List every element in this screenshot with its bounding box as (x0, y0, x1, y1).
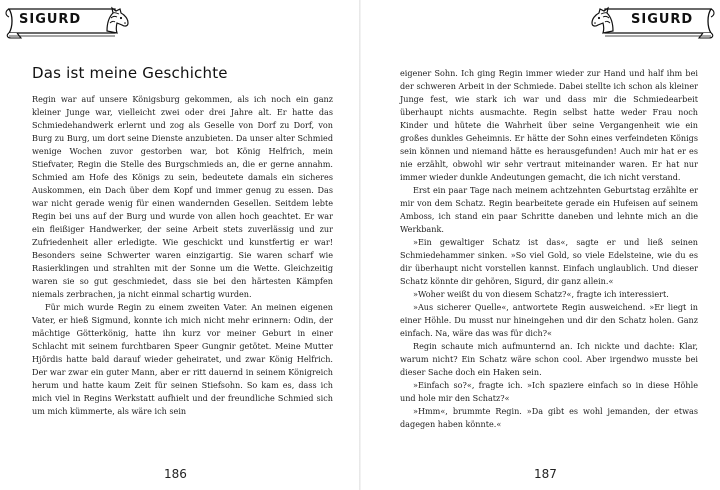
header-banner-left (3, 3, 135, 41)
paragraph: »Aus sicherer Quelle«, antwortete Regin ausweichend. »Er liegt in einer Höhle. Du musst nur hineingehen und dir den Schatz holen. Ganz einfach. Na, wäre das was für dich?« (400, 302, 698, 338)
paragraph: »Einfach so?«, fragte ich. »Ich spaziere einfach so in diese Höhle und hole mir den Schatz?« (400, 380, 698, 403)
paragraph: »Woher weißt du von diesem Schatz?«, fragte ich interessiert. (413, 289, 669, 299)
paragraph: Regin schaute mich aufmunternd an. Ich nickte und dachte: Klar, warum nicht? Ein Schatz wäre schon cool. Aber irgendwo musste bei dieser Sache doch ein Haken sein. (400, 341, 698, 377)
page-number-left: 186 (164, 467, 187, 481)
paragraph: eigener Sohn. Ich ging Regin immer wieder zur Hand und half ihm bei der schweren Arbeit in der Schmiede. Dabei stellte ich schon als kleiner Junge fest, wie stark ich war und dass mir die Schmiedearbeit überhaupt nichts ausmachte. Regin selbst hatte weder Frau noch Kinder und hütete die Wahrheit über seine Vergangenheit wie ein großes dunkles Geheimnis. Er hätte der Sohn eines verfeindeten Königs sein können und niemand hätte es herausgefunden! Auch mir hat er es nie erzählt, obwohl wir sehr vertraut miteinander waren. Er hat nur immer wieder dunkle Andeutungen gemacht, die ich nicht verstand. (400, 68, 698, 182)
left-body-text (32, 93, 333, 418)
paragraph: »Ein gewaltiger Schatz ist das«, sagte er und ließ seinen Schmiedehammer sinken. »So viel Gold, so viele Edelsteine, wie du es dir überhaupt nicht vorstellen kannst. Einfach unglaublich. Und dieser Schatz könnte dir gehören, Sigurd, dir ganz allein.« (400, 237, 698, 286)
running-header: SIGURD (19, 12, 82, 27)
header-banner-right (585, 3, 717, 41)
chapter-title: Das ist meine Geschichte (32, 64, 228, 82)
paragraph: Regin war auf unsere Königsburg gekommen, als ich noch ein ganz kleiner Junge war, vielleicht zwei oder drei Jahre alt. Er hatte das Schmiedehandwerk erlernt und zog als Geselle von Dorf zu Dorf, von Burg zu Burg, um dort seine Dienste anzubieten. Da unser alter Schmied wenige Wochen zuvor gestorben war, bot König Helfrich, mein Stiefvater, Regin die Stelle des Burgschmieds an, die er gerne annahm. Schmied am Hofe des Königs zu sein, bedeutete damals ein sicheres Auskommen, ein Dach über dem Kopf und immer genug zu essen. Das war nicht gerade wenig für einen wandernden Gesellen. Seitdem lebte Regin bei uns auf der Burg und wurde von allen hoch geachtet. Er war ein fleißiger Handwerker, der seine Arbeit stets zuverlässig und zur Zufriedenheit aller erledigte. Wie geschickt und kunstfertig er war! Besonders seine Schwerter waren einzigartig. Sie waren scharf wie Rasierklingen und strahlten mit der Sonne um die Wette. Gleichzeitig waren sie so gut geschmiedet, dass sie bei den härtesten Kämpfen niemals zerbrachen, ja nicht einmal schartig wurden. (32, 94, 333, 299)
horse-head-icon (101, 5, 131, 35)
horse-head-icon (589, 5, 619, 35)
paragraph: Für mich wurde Regin zu einem zweiten Vater. An meinen eigenen Vater, er hieß Sigmund, konnte ich mich nicht mehr erinnern: Odin, der mächtige Götterkönig, hatte ihn kurz vor meiner Geburt in einer Schlacht mit seinem furchtbaren Speer Gungnir getötet. Meine Mutter Hjördis hatte bald darauf wieder geheiratet, und zwar König Helfrich. Der war zwar ein guter Mann, aber er ritt dauernd in seinem Königreich herum und hatte kaum Zeit für seinen Stiefsohn. So kam es, dass ich mich viel in Regins Werkstatt aufhielt und der freundliche Schmied sich um mich kümmerte, als wäre ich sein (32, 302, 333, 416)
right-body-text (400, 67, 698, 431)
paragraph: »Hmm«, brummte Regin. »Da gibt es wohl jemanden, der etwas dagegen haben könnte.« (400, 406, 698, 429)
page-number-right: 187 (534, 467, 557, 481)
right-page (360, 0, 720, 490)
paragraph: Erst ein paar Tage nach meinem achtzehnten Geburtstag erzählte er mir von dem Schatz. Regin bearbeitete gerade ein Hufeisen auf seinem Amboss, ich stand ein paar Schritte daneben und lehnte mich an die Werkbank. (400, 185, 698, 234)
running-header: SIGURD (631, 12, 694, 27)
